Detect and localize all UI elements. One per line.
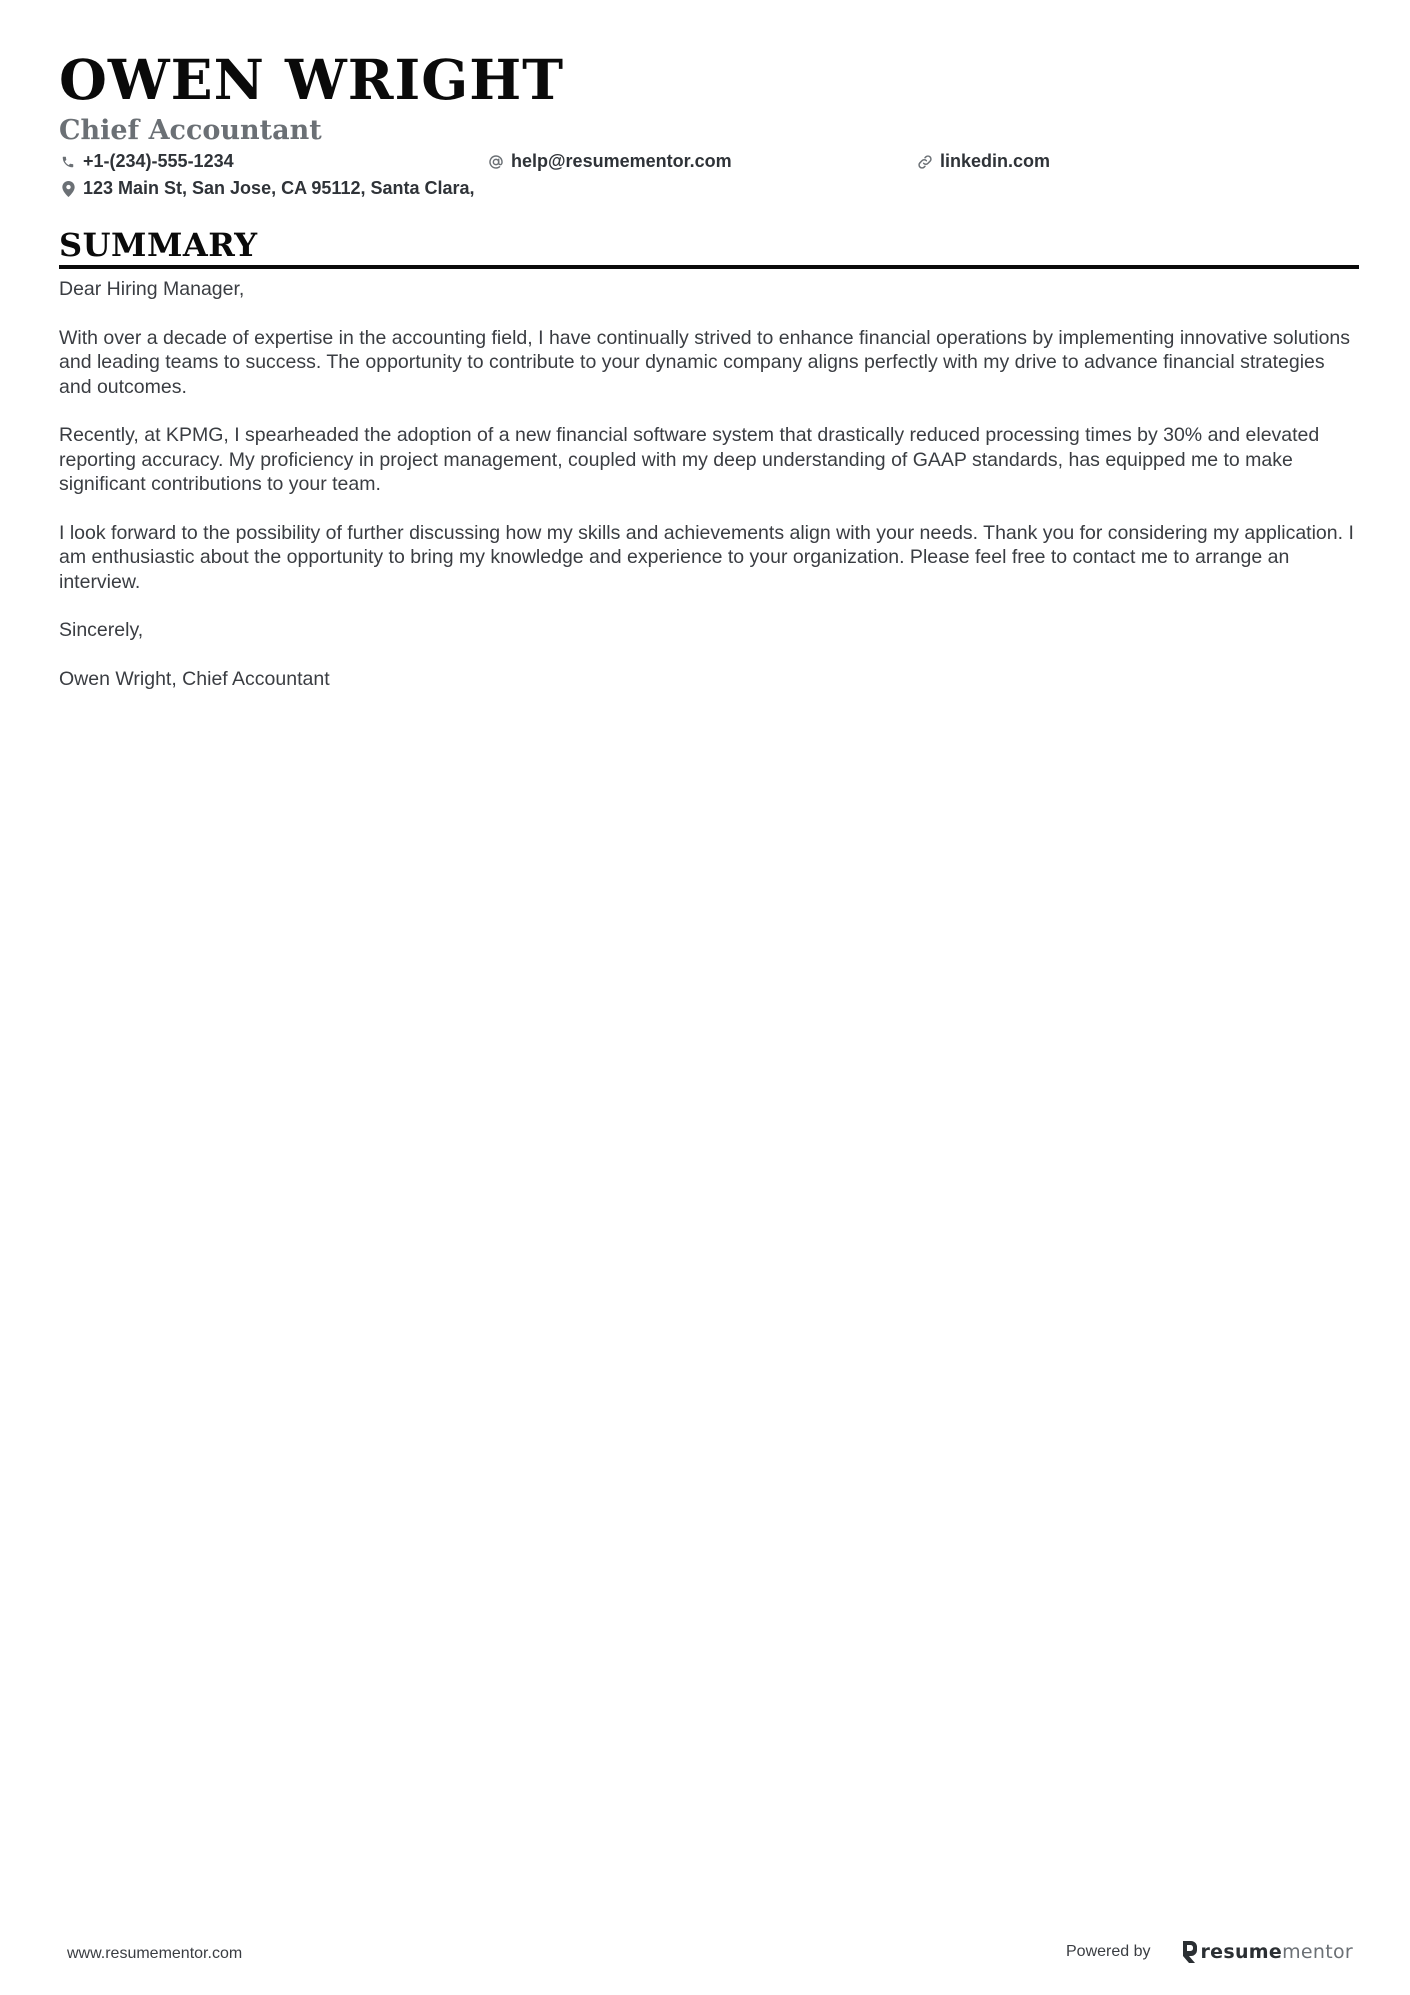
phone-text: +1-(234)-555-1234 — [83, 151, 234, 171]
footer-brand — [1066, 1938, 1353, 1966]
summary-heading: SUMMARY — [59, 226, 258, 264]
candidate-title: Chief Accountant — [59, 115, 322, 146]
brand-wordmark — [1201, 1941, 1354, 1963]
closing: Sincerely, — [59, 619, 144, 641]
letter-body — [59, 277, 1359, 691]
signature: Owen Wright, Chief Accountant — [59, 667, 330, 690]
letter-paragraph: With over a decade of expertise in the accounting field, I have continually strived to enhance financial operations by implementing innovative solutions and leading teams to success. The opportunity to contribute to your dynamic company aligns perfectly with my drive to advance financial strategies and outcomes. — [59, 326, 1351, 398]
link-icon — [916, 153, 934, 171]
contact-phone[interactable] — [59, 150, 487, 173]
brand-primary: resume — [1200, 1941, 1283, 1963]
address-text: 123 Main St, San Jose, CA 95112, Santa Clara, — [83, 178, 475, 198]
resumementor-logo[interactable] — [1181, 1941, 1354, 1963]
powered-by-text: Powered by — [1066, 1943, 1151, 1960]
phone-icon — [59, 153, 77, 171]
section-divider — [59, 265, 1359, 269]
salutation: Dear Hiring Manager, — [59, 278, 245, 300]
at-icon — [487, 153, 505, 171]
letter-paragraph: I look forward to the possibility of further discussing how my skills and achievements align with your needs. Thank you for considering my application. I am enthusiastic about the opportunity to bring my knowledge and experience to your organization. Please feel free to contact me to arrange an interview. — [59, 521, 1354, 593]
contact-address — [59, 177, 487, 200]
candidate-name: OWEN WRIGHT — [59, 47, 565, 112]
contact-website[interactable] — [916, 150, 1359, 173]
brand-mark-icon — [1181, 1941, 1197, 1963]
brand-secondary: mentor — [1282, 1941, 1354, 1963]
location-pin-icon — [59, 180, 77, 198]
cover-letter-page — [59, 46, 1359, 715]
contact-info — [59, 150, 1359, 200]
email-text: help@resumementor.com — [511, 151, 732, 171]
contact-email[interactable] — [487, 150, 916, 173]
footer-website-link[interactable]: www.resumementor.com — [67, 1945, 243, 1962]
website-text: linkedin.com — [940, 151, 1051, 171]
letter-paragraph: Recently, at KPMG, I spearheaded the adoption of a new financial software system that drastically reduced processing times by 30% and elevated reporting accuracy. My proficiency in project management, coupled with my deep understanding of GAAP standards, has equipped me to make significant contributions to your team. — [59, 424, 1320, 495]
